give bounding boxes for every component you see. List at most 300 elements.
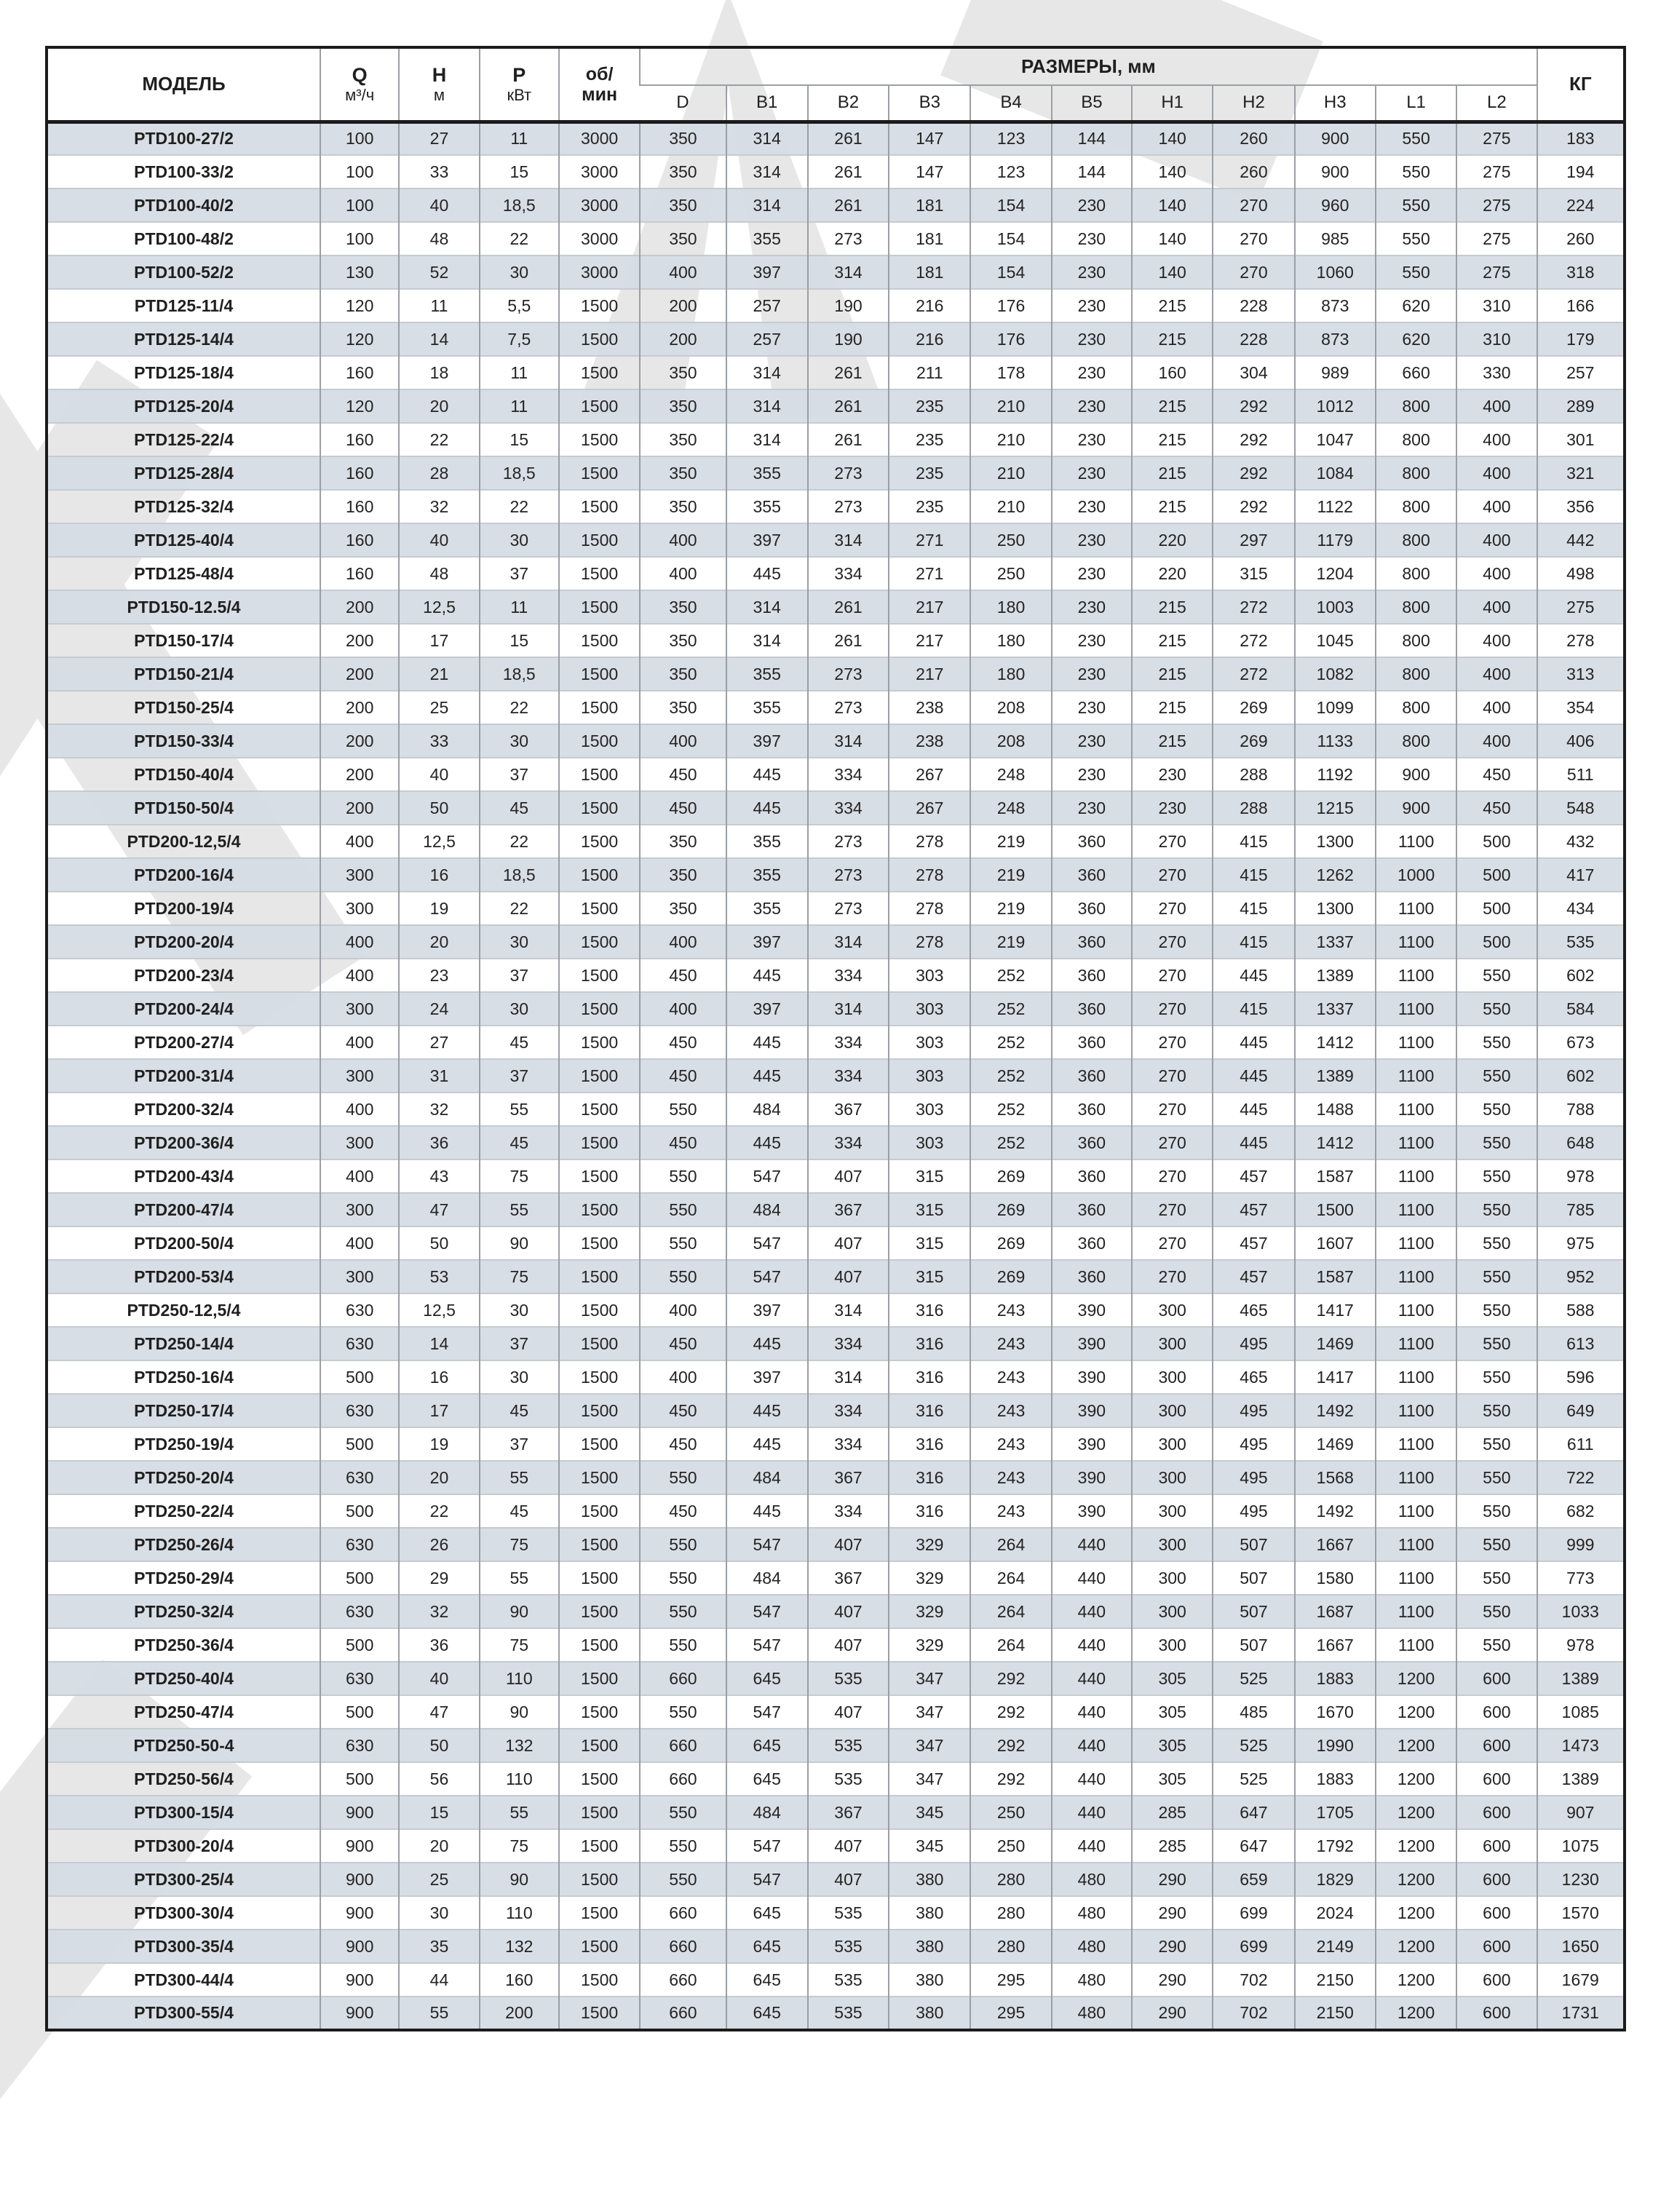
value-cell: 407: [808, 1695, 889, 1729]
value-cell: 18: [399, 356, 479, 389]
value-cell: 15: [480, 423, 559, 456]
value-cell: 1473: [1537, 1729, 1625, 1762]
value-cell: 645: [726, 1963, 808, 1997]
value-cell: 645: [726, 1662, 808, 1695]
value-cell: 22: [480, 222, 559, 255]
value-cell: 495: [1213, 1494, 1294, 1528]
value-cell: 907: [1537, 1796, 1625, 1829]
value-cell: 289: [1537, 389, 1625, 423]
value-cell: 785: [1537, 1193, 1625, 1226]
value-cell: 144: [1052, 155, 1132, 189]
value-cell: 1300: [1295, 892, 1376, 925]
value-cell: 434: [1537, 892, 1625, 925]
value-cell: 264: [970, 1561, 1051, 1595]
value-cell: 290: [1132, 1896, 1213, 1930]
value-cell: 270: [1132, 1159, 1213, 1193]
value-cell: 800: [1376, 523, 1456, 557]
value-cell: 1488: [1295, 1093, 1376, 1126]
value-cell: 250: [970, 1796, 1051, 1829]
value-cell: 270: [1132, 1093, 1213, 1126]
value-cell: 44: [399, 1963, 479, 1997]
value-cell: 334: [808, 1026, 889, 1059]
value-cell: 20: [399, 1461, 479, 1494]
value-cell: 200: [480, 1997, 559, 2030]
value-cell: 123: [970, 122, 1051, 155]
value-cell: 1000: [1376, 858, 1456, 892]
value-cell: 1500: [559, 1193, 640, 1226]
value-cell: 355: [726, 858, 808, 892]
value-cell: 55: [480, 1561, 559, 1595]
table-row: [47, 1963, 1625, 1997]
value-cell: 550: [1456, 1059, 1537, 1093]
value-cell: 1500: [559, 1628, 640, 1662]
value-cell: 1500: [559, 322, 640, 356]
value-cell: 1100: [1376, 1126, 1456, 1159]
value-cell: 230: [1052, 758, 1132, 791]
value-cell: 270: [1132, 925, 1213, 959]
value-cell: 345: [889, 1829, 970, 1863]
value-cell: 75: [480, 1829, 559, 1863]
value-cell: 90: [480, 1226, 559, 1260]
value-cell: 600: [1456, 1695, 1537, 1729]
value-cell: 50: [399, 1729, 479, 1762]
value-cell: 130: [320, 255, 399, 289]
value-cell: 400: [1456, 657, 1537, 691]
table-row: [47, 1595, 1625, 1628]
value-cell: 23: [399, 959, 479, 992]
value-cell: 900: [1295, 155, 1376, 189]
model-cell: PTD200-20/4: [134, 932, 234, 951]
value-cell: 270: [1132, 992, 1213, 1026]
value-cell: 355: [726, 657, 808, 691]
value-cell: 300: [320, 892, 399, 925]
value-cell: 40: [399, 758, 479, 791]
value-cell: 47: [399, 1193, 479, 1226]
value-cell: 315: [1213, 557, 1294, 590]
value-cell: 160: [320, 557, 399, 590]
value-cell: 450: [1456, 791, 1537, 825]
value-cell: 602: [1537, 1059, 1625, 1093]
value-cell: 12,5: [399, 1293, 479, 1327]
value-cell: 292: [1213, 490, 1294, 523]
value-cell: 442: [1537, 523, 1625, 557]
value-cell: 1133: [1295, 724, 1376, 758]
value-cell: 1705: [1295, 1796, 1376, 1829]
value-cell: 300: [1132, 1327, 1213, 1360]
value-cell: 166: [1537, 289, 1625, 322]
value-cell: 397: [726, 925, 808, 959]
value-cell: 495: [1213, 1427, 1294, 1461]
value-cell: 316: [889, 1494, 970, 1528]
value-cell: 1500: [559, 758, 640, 791]
table-row: [47, 456, 1625, 490]
value-cell: 440: [1052, 1695, 1132, 1729]
table-row: [47, 624, 1625, 657]
value-cell: 873: [1295, 322, 1376, 356]
value-cell: 500: [320, 1561, 399, 1595]
value-cell: 316: [889, 1293, 970, 1327]
value-cell: 257: [726, 289, 808, 322]
value-cell: 216: [889, 322, 970, 356]
value-cell: 450: [640, 758, 726, 791]
value-cell: 1500: [559, 1528, 640, 1561]
value-cell: 355: [726, 691, 808, 724]
value-cell: 1500: [559, 858, 640, 892]
value-cell: 600: [1456, 1829, 1537, 1863]
value-cell: 507: [1213, 1561, 1294, 1595]
value-cell: 305: [1132, 1695, 1213, 1729]
value-cell: 260: [1213, 155, 1294, 189]
value-cell: 32: [399, 1093, 479, 1126]
value-cell: 100: [320, 189, 399, 222]
table-row: [47, 1026, 1625, 1059]
table-row: [47, 423, 1625, 456]
value-cell: 1337: [1295, 925, 1376, 959]
value-cell: 500: [1456, 892, 1537, 925]
value-cell: 1667: [1295, 1628, 1376, 1662]
value-cell: 48: [399, 222, 479, 255]
value-cell: 260: [1213, 122, 1294, 155]
table-row: [47, 490, 1625, 523]
value-cell: 270: [1132, 1026, 1213, 1059]
value-cell: 360: [1052, 825, 1132, 858]
model-cell: PTD250-26/4: [134, 1534, 234, 1554]
model-cell: PTD200-24/4: [134, 999, 234, 1018]
value-cell: 1500: [559, 1829, 640, 1863]
value-cell: 630: [320, 1662, 399, 1695]
value-cell: 230: [1052, 657, 1132, 691]
table-row: [47, 1260, 1625, 1293]
value-cell: 303: [889, 1126, 970, 1159]
model-cell: PTD125-32/4: [134, 496, 234, 516]
value-cell: 360: [1052, 1059, 1132, 1093]
value-cell: 230: [1052, 557, 1132, 590]
value-cell: 550: [1456, 992, 1537, 1026]
value-cell: 1047: [1295, 423, 1376, 456]
value-cell: 484: [726, 1461, 808, 1494]
value-cell: 500: [320, 1695, 399, 1729]
value-cell: 630: [320, 1461, 399, 1494]
value-cell: 297: [1213, 523, 1294, 557]
value-cell: 550: [1456, 1226, 1537, 1260]
value-cell: 288: [1213, 791, 1294, 825]
rpm-label-line2: мин: [582, 84, 618, 105]
value-cell: 400: [1456, 456, 1537, 490]
value-cell: 290: [1132, 1930, 1213, 1963]
value-cell: 140: [1132, 222, 1213, 255]
value-cell: 267: [889, 758, 970, 791]
value-cell: 440: [1052, 1561, 1132, 1595]
value-cell: 269: [1213, 724, 1294, 758]
value-cell: 390: [1052, 1494, 1132, 1528]
model-cell: PTD200-12,5/4: [127, 831, 241, 851]
value-cell: 1100: [1376, 1528, 1456, 1561]
value-cell: 547: [726, 1226, 808, 1260]
table-row: [47, 1461, 1625, 1494]
value-cell: 230: [1052, 523, 1132, 557]
value-cell: 611: [1537, 1427, 1625, 1461]
table-row: [47, 255, 1625, 289]
model-cell: PTD125-22/4: [134, 429, 234, 449]
value-cell: 292: [970, 1729, 1051, 1762]
model-cell: PTD200-23/4: [134, 965, 234, 985]
value-cell: 630: [320, 1327, 399, 1360]
value-cell: 37: [480, 1327, 559, 1360]
value-cell: 1469: [1295, 1427, 1376, 1461]
value-cell: 235: [889, 456, 970, 490]
value-cell: 264: [970, 1528, 1051, 1561]
value-cell: 47: [399, 1695, 479, 1729]
value-cell: 525: [1213, 1762, 1294, 1796]
value-cell: 367: [808, 1093, 889, 1126]
value-cell: 407: [808, 1528, 889, 1561]
value-cell: 17: [399, 1394, 479, 1427]
value-cell: 252: [970, 1059, 1051, 1093]
col-header-b1: B1: [726, 85, 808, 122]
value-cell: 316: [889, 1360, 970, 1394]
value-cell: 313: [1537, 657, 1625, 691]
value-cell: 1492: [1295, 1494, 1376, 1528]
value-cell: 275: [1537, 590, 1625, 624]
value-cell: 303: [889, 1026, 970, 1059]
value-cell: 176: [970, 289, 1051, 322]
value-cell: 314: [726, 356, 808, 389]
value-cell: 257: [1537, 356, 1625, 389]
value-cell: 278: [889, 858, 970, 892]
value-cell: 660: [640, 1963, 726, 1997]
value-cell: 450: [640, 959, 726, 992]
value-cell: 1500: [559, 959, 640, 992]
value-cell: 37: [480, 1427, 559, 1461]
value-cell: 230: [1052, 456, 1132, 490]
value-cell: 525: [1213, 1662, 1294, 1695]
value-cell: 300: [320, 992, 399, 1026]
value-cell: 3000: [559, 122, 640, 155]
value-cell: 547: [726, 1528, 808, 1561]
value-cell: 535: [808, 1896, 889, 1930]
value-cell: 190: [808, 289, 889, 322]
value-cell: 53: [399, 1260, 479, 1293]
value-cell: 1100: [1376, 992, 1456, 1026]
value-cell: 140: [1132, 255, 1213, 289]
value-cell: 144: [1052, 122, 1132, 155]
value-cell: 1500: [559, 1662, 640, 1695]
value-cell: 1500: [559, 1126, 640, 1159]
model-cell: PTD250-14/4: [134, 1333, 234, 1353]
value-cell: 238: [889, 691, 970, 724]
value-cell: 495: [1213, 1461, 1294, 1494]
value-cell: 22: [480, 691, 559, 724]
model-cell: PTD300-44/4: [134, 1970, 234, 1989]
value-cell: 25: [399, 1863, 479, 1896]
value-cell: 310: [1456, 289, 1537, 322]
value-cell: 230: [1052, 624, 1132, 657]
value-cell: 32: [399, 1595, 479, 1628]
value-cell: 390: [1052, 1394, 1132, 1427]
p-label: Р: [512, 63, 526, 86]
value-cell: 230: [1052, 590, 1132, 624]
value-cell: 630: [320, 1394, 399, 1427]
value-cell: 360: [1052, 959, 1132, 992]
value-cell: 303: [889, 1059, 970, 1093]
value-cell: 660: [640, 1997, 726, 2030]
value-cell: 1100: [1376, 959, 1456, 992]
value-cell: 30: [480, 724, 559, 758]
value-cell: 300: [1132, 1360, 1213, 1394]
value-cell: 300: [320, 1193, 399, 1226]
value-cell: 295: [970, 1997, 1051, 2030]
table-row: [47, 1293, 1625, 1327]
value-cell: 37: [480, 1059, 559, 1093]
value-cell: 547: [726, 1159, 808, 1193]
model-cell: PTD150-12.5/4: [127, 597, 241, 617]
value-cell: 722: [1537, 1461, 1625, 1494]
value-cell: 445: [726, 557, 808, 590]
value-cell: 1500: [559, 1863, 640, 1896]
value-cell: 800: [1376, 490, 1456, 523]
value-cell: 32: [399, 490, 479, 523]
value-cell: 243: [970, 1394, 1051, 1427]
value-cell: 334: [808, 1059, 889, 1093]
value-cell: 500: [320, 1427, 399, 1461]
value-cell: 400: [320, 959, 399, 992]
value-cell: 230: [1132, 758, 1213, 791]
value-cell: 1389: [1537, 1662, 1625, 1695]
value-cell: 181: [889, 255, 970, 289]
value-cell: 215: [1132, 724, 1213, 758]
value-cell: 547: [726, 1595, 808, 1628]
value-cell: 334: [808, 1327, 889, 1360]
value-cell: 334: [808, 1126, 889, 1159]
value-cell: 273: [808, 825, 889, 858]
value-cell: 1100: [1376, 1595, 1456, 1628]
model-cell: PTD250-12,5/4: [127, 1300, 241, 1320]
value-cell: 445: [1213, 1026, 1294, 1059]
value-cell: 1100: [1376, 1059, 1456, 1093]
value-cell: 25: [399, 691, 479, 724]
value-cell: 400: [640, 1293, 726, 1327]
col-header-q: [320, 47, 399, 122]
value-cell: 300: [1132, 1595, 1213, 1628]
value-cell: 1500: [559, 992, 640, 1026]
value-cell: 535: [808, 1729, 889, 1762]
value-cell: 400: [1456, 389, 1537, 423]
value-cell: 900: [320, 1829, 399, 1863]
value-cell: 1883: [1295, 1662, 1376, 1695]
col-header-h3: H3: [1295, 85, 1376, 122]
value-cell: 450: [1456, 758, 1537, 791]
value-cell: 1100: [1376, 1159, 1456, 1193]
value-cell: 390: [1052, 1461, 1132, 1494]
table-row: [47, 925, 1625, 959]
value-cell: 22: [480, 490, 559, 523]
value-cell: 290: [1132, 1863, 1213, 1896]
col-header-h2: H2: [1213, 85, 1294, 122]
value-cell: 270: [1132, 825, 1213, 858]
value-cell: 702: [1213, 1963, 1294, 1997]
value-cell: 132: [480, 1729, 559, 1762]
value-cell: 1100: [1376, 1494, 1456, 1528]
value-cell: 1500: [559, 1026, 640, 1059]
model-cell: PTD200-19/4: [134, 898, 234, 918]
value-cell: 200: [320, 590, 399, 624]
value-cell: 350: [640, 825, 726, 858]
q-unit: м³/ч: [345, 85, 375, 104]
table-row: [47, 1494, 1625, 1528]
value-cell: 440: [1052, 1729, 1132, 1762]
table-row: [47, 222, 1625, 255]
value-cell: 40: [399, 1662, 479, 1695]
value-cell: 550: [1456, 1427, 1537, 1461]
value-cell: 230: [1052, 356, 1132, 389]
value-cell: 248: [970, 758, 1051, 791]
pump-spec-table-wrap: [45, 46, 1626, 2031]
value-cell: 270: [1132, 1226, 1213, 1260]
value-cell: 132: [480, 1930, 559, 1963]
value-cell: 1670: [1295, 1695, 1376, 1729]
value-cell: 24: [399, 992, 479, 1026]
value-cell: 295: [970, 1963, 1051, 1997]
value-cell: 45: [480, 791, 559, 825]
model-cell: PTD125-48/4: [134, 563, 234, 583]
value-cell: 347: [889, 1729, 970, 1762]
value-cell: 235: [889, 389, 970, 423]
col-header-b3: B3: [889, 85, 970, 122]
value-cell: 1500: [559, 1360, 640, 1394]
value-cell: 445: [1213, 1093, 1294, 1126]
value-cell: 450: [640, 1394, 726, 1427]
value-cell: 350: [640, 222, 726, 255]
value-cell: 15: [480, 624, 559, 657]
value-cell: 550: [1456, 1193, 1537, 1226]
value-cell: 285: [1132, 1796, 1213, 1829]
value-cell: 1200: [1376, 1963, 1456, 1997]
value-cell: 228: [1213, 322, 1294, 356]
value-cell: 310: [1456, 322, 1537, 356]
value-cell: 985: [1295, 222, 1376, 255]
value-cell: 316: [889, 1461, 970, 1494]
value-cell: 19: [399, 892, 479, 925]
value-cell: 445: [726, 791, 808, 825]
value-cell: 550: [640, 1193, 726, 1226]
value-cell: 215: [1132, 624, 1213, 657]
value-cell: 350: [640, 456, 726, 490]
value-cell: 600: [1456, 1997, 1537, 2030]
col-header-b2: B2: [808, 85, 889, 122]
value-cell: 238: [889, 724, 970, 758]
value-cell: 360: [1052, 858, 1132, 892]
value-cell: 1100: [1376, 925, 1456, 959]
value-cell: 550: [640, 1829, 726, 1863]
value-cell: 380: [889, 1930, 970, 1963]
value-cell: 550: [1456, 959, 1537, 992]
value-cell: 30: [480, 992, 559, 1026]
value-cell: 440: [1052, 1662, 1132, 1695]
value-cell: 457: [1213, 1193, 1294, 1226]
value-cell: 525: [1213, 1729, 1294, 1762]
value-cell: 350: [640, 155, 726, 189]
value-cell: 1500: [559, 1729, 640, 1762]
value-cell: 390: [1052, 1360, 1132, 1394]
value-cell: 1469: [1295, 1327, 1376, 1360]
value-cell: 1500: [559, 825, 640, 858]
value-cell: 160: [320, 523, 399, 557]
value-cell: 440: [1052, 1628, 1132, 1662]
model-cell: PTD125-18/4: [134, 362, 234, 382]
value-cell: 120: [320, 322, 399, 356]
value-cell: 600: [1456, 1930, 1537, 1963]
value-cell: 160: [320, 456, 399, 490]
